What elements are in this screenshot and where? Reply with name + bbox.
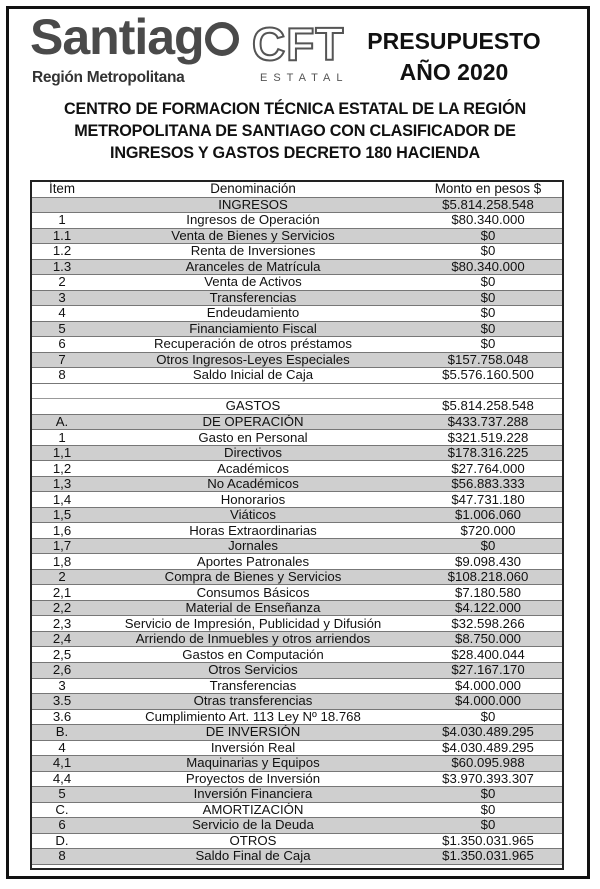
row-item: 3.6 xyxy=(52,709,72,724)
row-name: Cumplimiento Art. 113 Ley Nº 18.768 xyxy=(145,709,361,724)
table-row xyxy=(32,399,562,415)
row-amount: $0 xyxy=(480,228,496,243)
table-row xyxy=(32,291,562,307)
row-amount: $27.167.170 xyxy=(451,663,525,678)
row-name: Venta de Activos xyxy=(204,275,302,290)
table-row xyxy=(32,663,562,679)
table-row xyxy=(32,818,562,834)
row-name: Ingresos de Operación xyxy=(186,213,320,228)
row-item: 2 xyxy=(58,570,66,585)
row-name: No Académicos xyxy=(207,477,299,492)
row-amount: $28.400.044 xyxy=(451,647,525,662)
row-name: Otros Servicios xyxy=(208,663,298,678)
row-amount: $0 xyxy=(480,290,496,305)
row-amount: $1.350.031.965 xyxy=(442,849,534,864)
heading-line2: METROPOLITANA DE SANTIAGO CON CLASIFICADOR DE xyxy=(74,122,516,140)
table-row xyxy=(32,632,562,648)
row-item: 3 xyxy=(58,290,66,305)
row-item: 2,1 xyxy=(52,585,72,600)
table-row xyxy=(32,492,562,508)
table-row xyxy=(32,834,562,850)
table-row xyxy=(32,694,562,710)
row-name: Directivos xyxy=(224,446,282,461)
header-name: Denominación xyxy=(210,182,296,197)
row-item: 7 xyxy=(58,352,66,367)
row-amount: $178.316.225 xyxy=(447,446,529,461)
row-name: Aportes Patronales xyxy=(196,554,310,569)
table-row xyxy=(32,244,562,260)
logo-region-text: Región Metropolitana xyxy=(32,69,185,86)
row-amount: $4.030.489.295 xyxy=(442,725,534,740)
table-row xyxy=(32,725,562,741)
table-row xyxy=(32,523,562,539)
document-heading xyxy=(20,98,570,164)
row-name: Servicio de la Deuda xyxy=(192,818,314,833)
table-row xyxy=(32,461,562,477)
row-name: GASTOS xyxy=(225,399,281,414)
row-amount: $7.180.580 xyxy=(454,585,521,600)
table-row xyxy=(32,368,562,384)
row-name: Aranceles de Matrícula xyxy=(185,259,321,274)
row-amount: $60.095.988 xyxy=(451,756,525,771)
row-name: Horas Extraordinarias xyxy=(189,523,317,538)
table-row xyxy=(32,741,562,757)
table-row xyxy=(32,384,562,400)
row-item: 6 xyxy=(58,337,66,352)
row-item: 4 xyxy=(58,740,66,755)
row-amount: $0 xyxy=(480,818,496,833)
table-row xyxy=(32,539,562,555)
table-row xyxy=(32,275,562,291)
row-name: AMORTIZACIÓN xyxy=(202,802,304,817)
row-name: Otras transferencias xyxy=(193,694,313,709)
row-amount: $1.006.060 xyxy=(454,508,521,523)
row-item: 2,6 xyxy=(52,663,72,678)
row-name: Material de Enseñanza xyxy=(185,601,321,616)
table-row xyxy=(32,430,562,446)
row-item: 3.5 xyxy=(52,694,72,709)
row-item: 2 xyxy=(58,275,66,290)
table-row xyxy=(32,415,562,431)
row-name: Honorarios xyxy=(220,492,286,507)
table-row xyxy=(32,213,562,229)
row-item: 4,1 xyxy=(52,756,72,771)
table-row xyxy=(32,616,562,632)
row-amount: $0 xyxy=(480,802,496,817)
row-name: Transferencias xyxy=(209,290,297,305)
row-item: 1,4 xyxy=(52,492,72,507)
row-amount: $9.098.430 xyxy=(454,554,521,569)
row-name: Renta de Inversiones xyxy=(190,244,316,259)
row-item: 1,7 xyxy=(52,539,72,554)
row-amount: $4.000.000 xyxy=(454,694,521,709)
row-amount: $0 xyxy=(480,275,496,290)
row-amount: $4.030.489.295 xyxy=(442,740,534,755)
table-row xyxy=(32,306,562,322)
header-item: Ítem xyxy=(48,182,76,197)
table-row xyxy=(32,353,562,369)
row-name: Financiamiento Fiscal xyxy=(189,321,317,336)
row-amount: $720.000 xyxy=(460,523,516,538)
row-amount: $47.731.180 xyxy=(451,492,525,507)
header-amount: Monto en pesos $ xyxy=(434,182,542,197)
row-item: 2,5 xyxy=(52,647,72,662)
row-amount: $8.750.000 xyxy=(454,632,521,647)
row-name: Saldo Inicial de Caja xyxy=(192,368,314,383)
row-amount: $0 xyxy=(480,539,496,554)
logo-circle-icon xyxy=(205,22,239,56)
row-name: Transferencias xyxy=(209,678,297,693)
row-item: B. xyxy=(55,725,69,740)
row-name: Maquinarias y Equipos xyxy=(186,756,320,771)
table-row xyxy=(32,446,562,462)
row-name: OTROS xyxy=(229,833,277,848)
table-row xyxy=(32,477,562,493)
row-name: Viáticos xyxy=(230,508,276,523)
table-header-row xyxy=(32,182,562,198)
row-name: Jornales xyxy=(228,539,278,554)
row-item: 1,5 xyxy=(52,508,72,523)
row-name: Gasto en Personal xyxy=(198,430,308,445)
row-name: Inversión Real xyxy=(210,740,296,755)
row-amount: $80.340.000 xyxy=(451,259,525,274)
table-row xyxy=(32,585,562,601)
logo-estatal-text: ESTATAL xyxy=(260,72,349,84)
row-item: 1,2 xyxy=(52,461,72,476)
row-name: Saldo Final de Caja xyxy=(195,849,311,864)
row-amount: $321.519.228 xyxy=(447,430,529,445)
row-amount: $3.970.393.307 xyxy=(442,771,534,786)
row-name: Otros Ingresos-Leyes Especiales xyxy=(156,352,350,367)
table-row xyxy=(32,508,562,524)
budget-title xyxy=(344,26,564,88)
row-amount: $5.814.258.548 xyxy=(442,197,534,212)
row-name: Compra de Bienes y Servicios xyxy=(164,570,342,585)
row-name: DE INVERSIÓN xyxy=(205,725,301,740)
table-row xyxy=(32,710,562,726)
row-amount: $27.764.000 xyxy=(451,461,525,476)
row-name: Proyectos de Inversión xyxy=(185,771,321,786)
row-name: Venta de Bienes y Servicios xyxy=(171,228,335,243)
row-name: Consumos Básicos xyxy=(196,585,310,600)
row-amount: $157.758.048 xyxy=(447,352,529,367)
row-item: 8 xyxy=(58,368,66,383)
table-row xyxy=(32,849,562,865)
row-item: 2,3 xyxy=(52,616,72,631)
row-name: Gastos en Computación xyxy=(182,647,324,662)
table-row xyxy=(32,679,562,695)
heading-line1: CENTRO DE FORMACION TÉCNICA ESTATAL DE LA REGIÓN xyxy=(64,100,526,118)
table-row xyxy=(32,787,562,803)
row-item: 1.3 xyxy=(52,259,72,274)
row-item: 1,8 xyxy=(52,554,72,569)
budget-title-line2: AÑO 2020 xyxy=(399,59,509,85)
row-amount: $1.350.031.965 xyxy=(442,833,534,848)
row-item: 6 xyxy=(58,818,66,833)
row-name: INGRESOS xyxy=(218,197,288,212)
budget-title-line1: PRESUPUESTO xyxy=(367,28,541,54)
row-amount: $108.218.060 xyxy=(447,570,529,585)
row-item: 8 xyxy=(58,849,66,864)
row-amount: $433.737.288 xyxy=(447,414,529,429)
row-amount: $32.598.266 xyxy=(451,616,525,631)
table-row xyxy=(32,803,562,819)
row-amount: $80.340.000 xyxy=(451,213,525,228)
row-item: 1 xyxy=(58,430,66,445)
table-row xyxy=(32,570,562,586)
row-name: Inversión Financiera xyxy=(193,787,313,802)
row-item: C. xyxy=(55,802,69,817)
table-row xyxy=(32,229,562,245)
row-item: 1,3 xyxy=(52,477,72,492)
table-row xyxy=(32,756,562,772)
row-item: 1,6 xyxy=(52,523,72,538)
row-name: Servicio de Impresión, Publicidad y Difusión xyxy=(124,616,382,631)
row-amount: $5.814.258.548 xyxy=(442,399,534,414)
logo-wordmark: Santiag xyxy=(30,8,240,66)
row-item: 2,4 xyxy=(52,632,72,647)
row-amount: $0 xyxy=(480,306,496,321)
row-amount: $5.576.160.500 xyxy=(442,368,534,383)
table-row xyxy=(32,647,562,663)
row-item: 5 xyxy=(58,321,66,336)
row-item: D. xyxy=(55,833,69,848)
table-row xyxy=(32,337,562,353)
row-amount: $56.883.333 xyxy=(451,477,525,492)
logo-cft-text: CFT xyxy=(252,18,345,70)
table-body xyxy=(32,198,562,865)
row-item: 5 xyxy=(58,787,66,802)
row-amount: $0 xyxy=(480,244,496,259)
row-amount: $0 xyxy=(480,321,496,336)
row-item: 1,1 xyxy=(52,446,72,461)
table-row xyxy=(32,198,562,214)
row-item: 4,4 xyxy=(52,771,72,786)
row-item: 4 xyxy=(58,306,66,321)
row-name: Arriendo de Inmuebles y otros arriendos xyxy=(135,632,371,647)
row-name: DE OPERACIÓN xyxy=(202,414,304,429)
table-row xyxy=(32,554,562,570)
row-item: 1.2 xyxy=(52,244,72,259)
table-row xyxy=(32,260,562,276)
row-amount: $4.000.000 xyxy=(454,678,521,693)
budget-table xyxy=(30,180,564,870)
row-name: Endeudamiento xyxy=(206,306,300,321)
row-amount: $0 xyxy=(480,709,496,724)
row-amount: $0 xyxy=(480,337,496,352)
table-row xyxy=(32,601,562,617)
row-item: 2,2 xyxy=(52,601,72,616)
row-item: 1 xyxy=(58,213,66,228)
table-row xyxy=(32,772,562,788)
row-amount: $0 xyxy=(480,787,496,802)
santiago-cft-logo xyxy=(30,9,349,94)
heading-line3: INGRESOS Y GASTOS DECRETO 180 HACIENDA xyxy=(110,144,480,162)
row-item: A. xyxy=(55,414,69,429)
row-item: 3 xyxy=(58,678,66,693)
row-name: Académicos xyxy=(217,461,289,476)
row-amount: $4.122.000 xyxy=(454,601,521,616)
row-item: 1.1 xyxy=(52,228,72,243)
table-row xyxy=(32,322,562,338)
row-name: Recuperación de otros préstamos xyxy=(154,337,352,352)
